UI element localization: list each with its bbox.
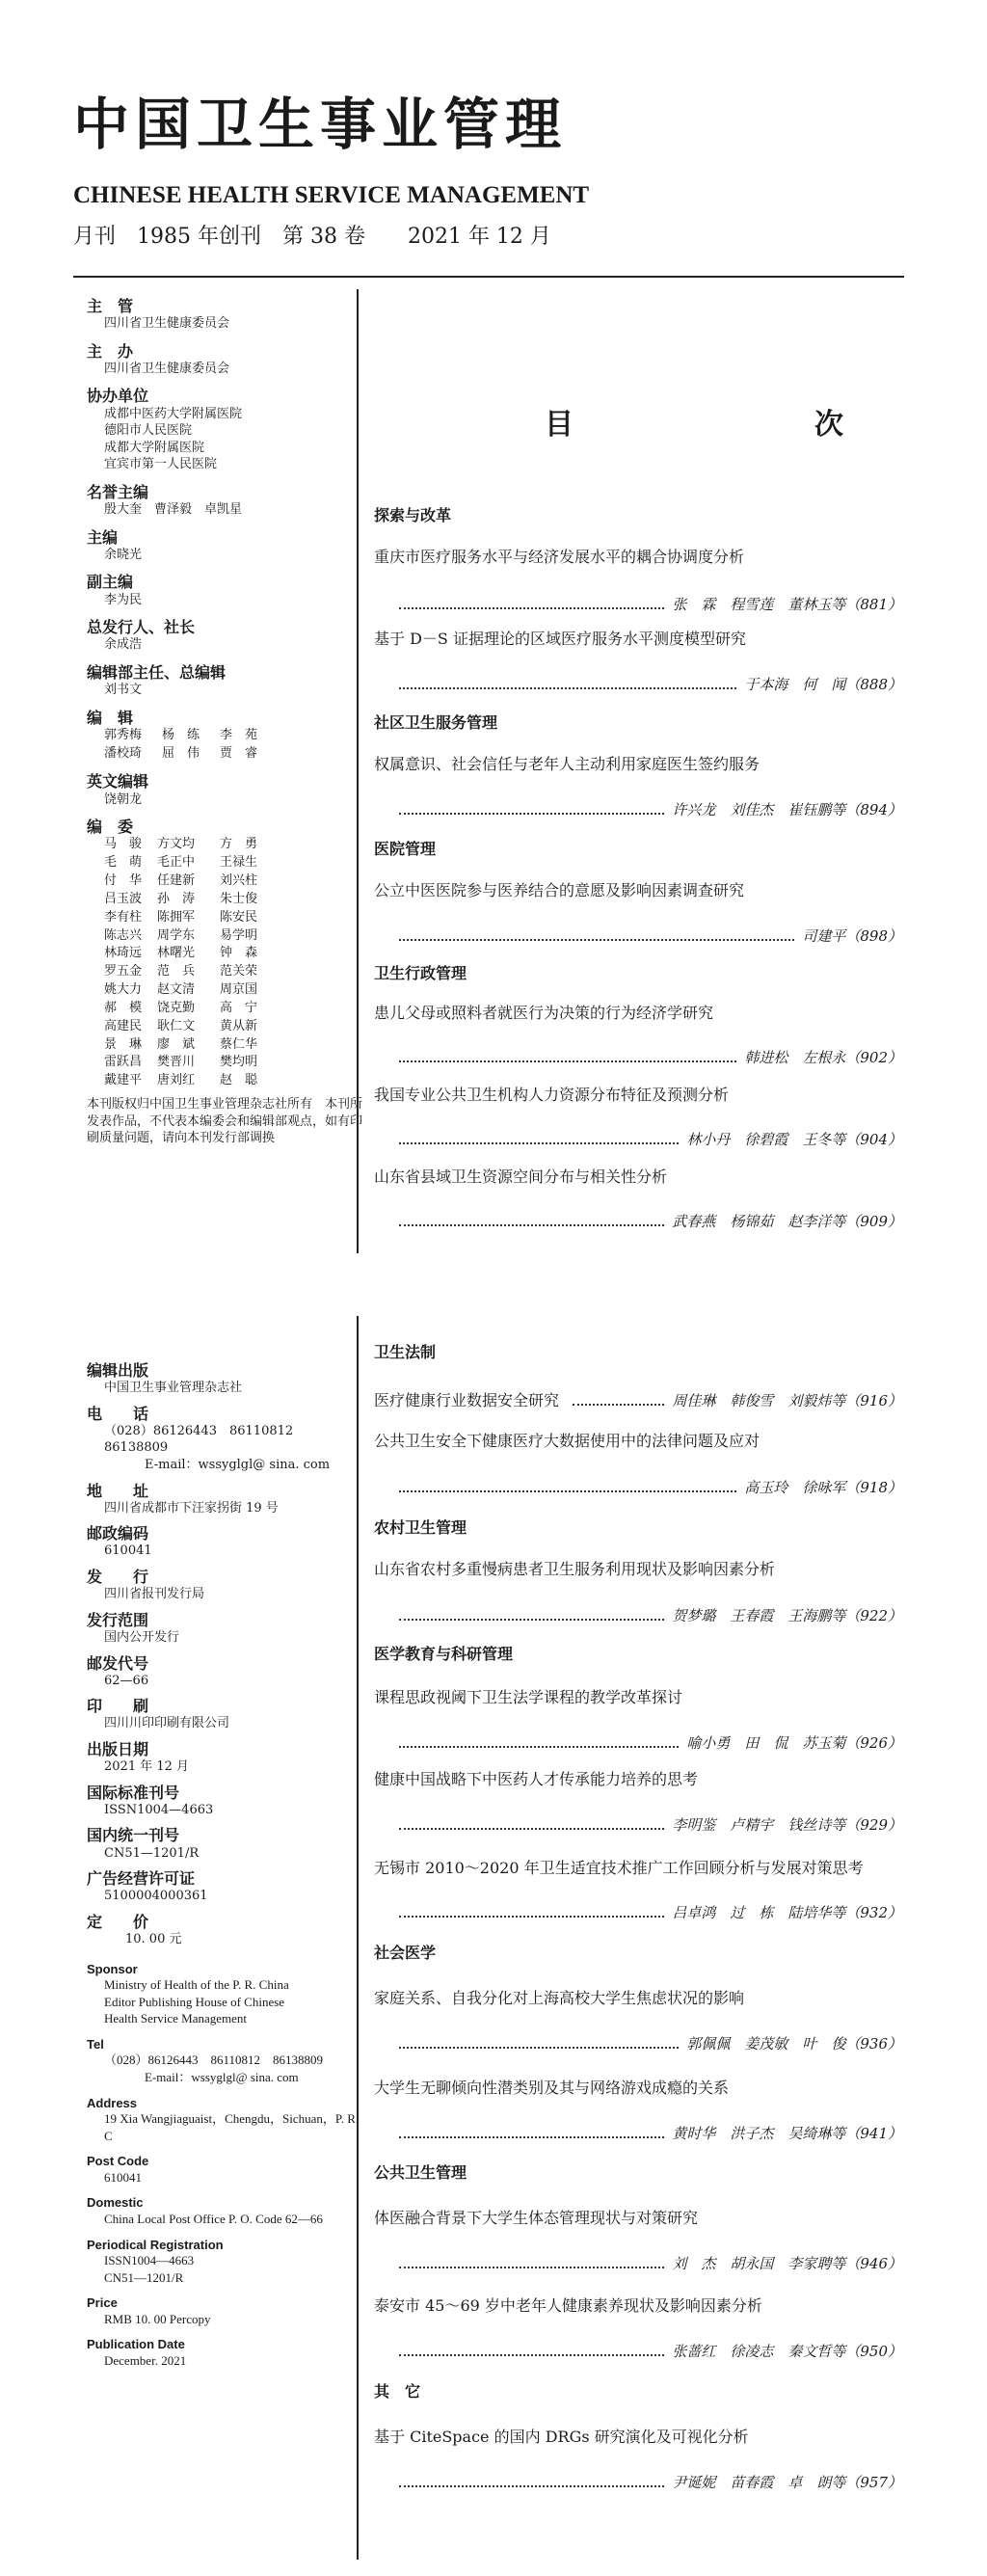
- committee-member: 赵 聪: [220, 1073, 258, 1088]
- pubdate-en-label: Publication Date: [87, 2337, 185, 2352]
- toc-article-authors-line[interactable]: [374, 1736, 902, 1752]
- periodical-cn: CN51—1201/R: [104, 2269, 184, 2285]
- leader-dots: [399, 2047, 679, 2049]
- toc-article-authors-line[interactable]: [374, 1133, 902, 1148]
- toc-article-title[interactable]: 权属意识、社会信任与老年人主动利用家庭医生签约服务: [374, 755, 760, 773]
- honorary-editors: 殷大奎 曹泽毅 卓凯星: [104, 502, 243, 518]
- toc-article-title[interactable]: 重庆市医疗服务水平与经济发展水平的耦合协调度分析: [374, 548, 745, 566]
- committee-member: 唐刘红: [157, 1073, 196, 1088]
- toc-article-title[interactable]: 公立中医医院参与医养结合的意愿及影响因素调查研究: [374, 881, 745, 899]
- toc-article-authors: 周佳琳 韩俊雪 刘毅炜等（916）: [672, 1392, 902, 1409]
- committee-member: 饶克勤: [157, 1000, 196, 1015]
- office-director-label: 编辑部主任、总编辑: [87, 662, 227, 682]
- masthead-bottom: [87, 1361, 366, 2370]
- price-value: 10. 00 元: [125, 1932, 182, 1947]
- co-unit: 德阳市人民医院: [104, 423, 193, 439]
- toc-article-authors-line[interactable]: [374, 929, 902, 945]
- sponsor-label: 主 办: [87, 341, 134, 361]
- toc-article-authors: 黄时华 洪子杰 吴绮琳等（941）: [672, 2125, 902, 2142]
- committee-member: 赵文清: [157, 982, 196, 998]
- toc-article-authors-line[interactable]: [374, 1215, 902, 1230]
- leader-dots: [399, 1490, 736, 1492]
- toc-article-title[interactable]: 山东省县域卫生资源空间分布与相关性分析: [374, 1167, 668, 1186]
- printer-value: 四川川印印刷有限公司: [104, 1716, 230, 1731]
- tel-label: 电 话: [87, 1404, 149, 1423]
- committee-member: 林曙光: [157, 946, 196, 961]
- toc-article-title[interactable]: 山东省农村多重慢病患者卫生服务利用现状及影响因素分析: [374, 1560, 776, 1578]
- leader-dots: [399, 1619, 664, 1621]
- toc-section-heading: 其 它: [374, 2382, 421, 2401]
- issue-line: 月刊 1985 年创刊 第 38 卷 2021 年 12 月: [73, 225, 551, 249]
- toc-article-authors-line[interactable]: [374, 678, 902, 693]
- price-en-value: RMB 10. 00 Percopy: [104, 2311, 211, 2326]
- committee-member: 高 宁: [220, 1000, 258, 1015]
- committee-member: 方文均: [157, 837, 196, 852]
- toc-article-title[interactable]: 健康中国战略下中医药人才传承能力培养的思考: [374, 1770, 699, 1788]
- editor-name: 潘校琦: [104, 745, 143, 761]
- cn-value: CN51—1201/R: [104, 1845, 200, 1861]
- committee-grid: [104, 836, 366, 1090]
- toc-section-heading: 卫生法制: [374, 1343, 437, 1361]
- committee-member: 樊晋川: [157, 1055, 196, 1070]
- editor-name: 李 苑: [220, 727, 258, 742]
- committee-member: 陈拥军: [157, 909, 196, 925]
- tel-value: （028）86126443 86110812 86138809: [104, 1423, 307, 1456]
- price-label: 定 价: [87, 1912, 149, 1931]
- leader-dots: [399, 1746, 679, 1748]
- chief-editor: 余晓光: [104, 547, 143, 562]
- co-unit: 成都中医药大学附属医院: [104, 406, 243, 421]
- toc-section-heading: 医院管理: [374, 840, 437, 858]
- leader-dots: [399, 2354, 664, 2356]
- distributor-label: 发 行: [87, 1568, 149, 1587]
- toc-article-title[interactable]: 基于 D－S 证据理论的区域医疗服务水平测度模型研究: [374, 630, 746, 648]
- toc-article-title[interactable]: 无锡市 2010～2020 年卫生适宜技术推广工作回顾分析与发展对策思考: [374, 1859, 864, 1877]
- sponsor-en-line: Health Service Management: [104, 2011, 247, 2026]
- domestic-value: China Local Post Office P. O. Code 62—66: [104, 2211, 323, 2226]
- toc-section-heading: 社区卫生服务管理: [374, 713, 498, 732]
- toc-section-heading: 卫生行政管理: [374, 964, 467, 982]
- committee-member: 吕玉波: [104, 891, 143, 906]
- leader-dots: [399, 1060, 736, 1062]
- toc-section-heading: 社会医学: [374, 1944, 437, 1962]
- ad-license-value: 5100004000361: [104, 1889, 208, 1904]
- publisher-label: 总发行人、社长: [87, 618, 196, 637]
- toc-article-title[interactable]: 大学生无聊倾向性潜类别及其与网络游戏成瘾的关系: [374, 2079, 730, 2097]
- postcode-en-value: 610041: [104, 2169, 142, 2185]
- toc-article-authors-line[interactable]: [374, 1818, 902, 1834]
- toc-article-authors: 于本海 何 闻（888）: [744, 676, 902, 693]
- committee-member: 郝 模: [104, 1000, 143, 1015]
- co-unit: 成都大学附属医院: [104, 440, 205, 455]
- leader-dots: [399, 2485, 664, 2487]
- toc-article-authors-line[interactable]: [374, 2476, 902, 2491]
- committee-member: 孙 涛: [157, 891, 196, 906]
- column-divider-top: [357, 289, 359, 1253]
- pubdate-en-value: December. 2021: [104, 2352, 187, 2368]
- honorary-editor-label: 名誉主编: [87, 482, 149, 501]
- toc-article-authors-line[interactable]: [374, 2037, 902, 2053]
- committee-member: 王禄生: [220, 855, 258, 871]
- toc-article-authors-line[interactable]: [374, 1481, 902, 1496]
- toc-article-authors-line[interactable]: [374, 598, 902, 613]
- leader-dots: [573, 1404, 664, 1406]
- committee-member: 马 骏: [104, 837, 143, 852]
- toc-article-title[interactable]: 泰安市 45～69 岁中老年人健康素养现状及影响因素分析: [374, 2296, 762, 2315]
- editor-name: 杨 练: [162, 727, 200, 742]
- sponsor-en-line: Editor Publishing House of Chinese: [104, 1994, 285, 2009]
- ad-license-label: 广告经营许可证: [87, 1869, 196, 1889]
- committee-member: 周学东: [157, 927, 196, 943]
- leader-dots: [399, 1224, 664, 1226]
- address-en-label: Address: [87, 2095, 138, 2110]
- committee-member: 陈安民: [220, 909, 258, 925]
- committee-member: 雷跃昌: [104, 1055, 143, 1070]
- committee-member: 廖 斌: [157, 1036, 196, 1052]
- toc-section-heading: 农村卫生管理: [374, 1518, 467, 1537]
- toc-article-authors-line[interactable]: [374, 1051, 902, 1066]
- sponsor-value: 四川省卫生健康委员会: [104, 361, 230, 376]
- postcode-en-label: Post Code: [87, 2154, 149, 2169]
- address-label: 地 址: [87, 1481, 149, 1500]
- committee-member: 戴建平: [104, 1073, 143, 1088]
- committee-member: 付 华: [104, 873, 143, 888]
- committee-member: 樊均明: [220, 1055, 258, 1070]
- toc-section-heading: 医学教育与科研管理: [374, 1645, 514, 1663]
- issn-label: 国际标准刊号: [87, 1783, 180, 1802]
- editor-name: 贾 睿: [220, 745, 258, 761]
- toc-article-inline[interactable]: [374, 1393, 902, 1409]
- committee-member: 方 勇: [220, 837, 258, 852]
- committee-member: 高建民: [104, 1018, 143, 1033]
- editors-label: 编 辑: [87, 708, 134, 727]
- committee-member: 朱士俊: [220, 891, 258, 906]
- committee-member: 耿仁文: [157, 1018, 196, 1033]
- cn-label: 国内统一刊号: [87, 1826, 180, 1845]
- zip-value: 610041: [104, 1543, 152, 1559]
- co-unit: 宜宾市第一人民医院: [104, 457, 218, 472]
- toc-article-title[interactable]: 基于 CiteSpace 的国内 DRGs 研究演化及可视化分析: [374, 2428, 749, 2446]
- leader-dots: [399, 1142, 679, 1144]
- issn-value: ISSN1004—4663: [104, 1802, 214, 1817]
- english-editor-label: 英文编辑: [87, 772, 149, 792]
- tel-en-label: Tel: [87, 2036, 104, 2052]
- email-value: E-mail：wssyglgl@ sina. com: [145, 1458, 331, 1473]
- toc-article-title: 医疗健康行业数据安全研究: [374, 1391, 560, 1409]
- toc-article-title[interactable]: 公共卫生安全下健康医疗大数据使用中的法律问题及应对: [374, 1432, 760, 1450]
- toc-article-authors-line[interactable]: [374, 2127, 902, 2142]
- toc-article-authors-line[interactable]: [374, 803, 902, 818]
- deputy-editor: 李为民: [104, 592, 143, 607]
- periodical-issn: ISSN1004—4663: [104, 2253, 195, 2268]
- committee-member: 任建新: [157, 873, 196, 888]
- toc-heading: 目 次: [545, 408, 949, 442]
- toc-article-authors: 尹诞妮 苗春霞 卓 朗等（957）: [672, 2474, 902, 2491]
- toc-article-authors-line[interactable]: [374, 2257, 902, 2272]
- edit-pub-value: 中国卫生事业管理杂志社: [104, 1381, 243, 1396]
- copyright-note: 本刊版权归中国卫生事业管理杂志社所有 本刊所发表作品，不代表本编委会和编辑部观点，如有印刷质量问题，请向本刊发行部调换: [87, 1097, 363, 1146]
- toc-article-authors: 喻小勇 田 侃 苏玉菊（926）: [686, 1734, 902, 1752]
- committee-member: 罗五金: [104, 964, 143, 979]
- leader-dots: [399, 939, 794, 941]
- toc-article-authors: 高玉玲 徐咏军（918）: [744, 1479, 902, 1496]
- toc-article-authors: 司建平（898）: [802, 927, 902, 945]
- edit-pub-label: 编辑出版: [87, 1361, 149, 1380]
- toc-article-title[interactable]: 家庭关系、自我分化对上海高校大学生焦虑状况的影响: [374, 1989, 745, 2007]
- postcode-value: 62—66: [104, 1673, 149, 1688]
- toc-article-title[interactable]: 体医融合背景下大学生体态管理现状与对策研究: [374, 2209, 699, 2227]
- pub-date-label: 出版日期: [87, 1739, 149, 1758]
- email-en-value: E-mail：wssyglgl@ sina. com: [145, 2070, 299, 2085]
- deputy-editor-label: 副主编: [87, 573, 134, 592]
- postcode-label: 邮发代号: [87, 1653, 149, 1673]
- leader-dots: [399, 2267, 664, 2268]
- toc-article-title[interactable]: 我国专业公共卫生机构人力资源分布特征及预测分析: [374, 1086, 730, 1104]
- domestic-label: Domestic: [87, 2195, 144, 2211]
- chief-editor-label: 主编: [87, 527, 119, 547]
- range-label: 发行范围: [87, 1610, 149, 1629]
- toc-article-authors: 武春燕 杨锦茹 赵李洋等（909）: [672, 1213, 902, 1230]
- toc-article-authors: 李明鉴 卢精宇 钱丝诗等（929）: [672, 1816, 902, 1834]
- committee-member: 周京国: [220, 982, 258, 998]
- committee-member: 钟 森: [220, 946, 258, 961]
- committee-member: 姚大力: [104, 982, 143, 998]
- toc-article-authors: 许兴龙 刘佳杰 崔钰鹏等（894）: [672, 801, 902, 818]
- range-value: 国内公开发行: [104, 1629, 180, 1645]
- address-value: 四川省成都市下汪家拐街 19 号: [104, 1500, 279, 1516]
- co-units-label: 协办单位: [87, 387, 149, 406]
- periodical-label: Periodical Registration: [87, 2237, 224, 2252]
- supervisor-label: 主 管: [87, 297, 134, 315]
- toc-article-authors: 贺梦璐 王春霞 王海鹏等（922）: [672, 1607, 902, 1624]
- committee-member: 毛 萌: [104, 855, 143, 871]
- distributor-value: 四川省报刊发行局: [104, 1587, 205, 1602]
- committee-label: 编 委: [87, 818, 134, 837]
- toc-article-authors-line[interactable]: [374, 1609, 902, 1624]
- address-en-value: 19 Xia Wangjiaguaist，Chengdu，Sichuan，P. R. C: [104, 2111, 360, 2143]
- sponsor-en-line: Ministry of Health of the P. R. China: [104, 1977, 289, 1993]
- printer-label: 印 刷: [87, 1697, 149, 1716]
- toc-article-authors: 郭佩佩 姜茂敏 叶 俊（936）: [686, 2035, 902, 2053]
- committee-member: 范 兵: [157, 964, 196, 979]
- tel-en-value: （028）86126443 86110812 86138809: [104, 2053, 324, 2068]
- toc-section-heading: 公共卫生管理: [374, 2163, 467, 2182]
- committee-member: 毛正中: [157, 855, 196, 871]
- toc-article-authors: 吕卓鸿 过 栋 陆培华等（932）: [672, 1904, 902, 1921]
- editor-name: 郭秀梅: [104, 727, 143, 742]
- price-en-label: Price: [87, 2295, 118, 2311]
- editor-name: 屈 伟: [162, 745, 200, 761]
- committee-member: 蔡仁华: [220, 1036, 258, 1052]
- supervisor-value: 四川省卫生健康委员会: [104, 316, 230, 332]
- leader-dots: [399, 813, 664, 815]
- leader-dots: [399, 687, 736, 689]
- header-divider: [73, 276, 904, 278]
- toc-article-title[interactable]: 课程思政视阈下卫生法学课程的教学改革探讨: [374, 1688, 683, 1706]
- committee-member: 黄从新: [220, 1018, 258, 1033]
- leader-dots: [399, 2136, 664, 2138]
- toc-article-authors: 张 霖 程雪莲 董林玉等（881）: [672, 596, 902, 613]
- editors-grid: [104, 727, 366, 764]
- leader-dots: [399, 1828, 664, 1830]
- committee-member: 陈志兴: [104, 927, 143, 943]
- toc-article-authors: 张蔷红 徐凌志 秦文哲等（950）: [672, 2343, 902, 2360]
- publisher: 余成浩: [104, 637, 143, 653]
- journal-title-english: CHINESE HEALTH SERVICE MANAGEMENT: [73, 182, 590, 208]
- leader-dots: [399, 607, 664, 609]
- office-director: 刘书文: [104, 682, 143, 697]
- committee-member: 易学明: [220, 927, 258, 943]
- english-editor: 饶朝龙: [104, 792, 143, 807]
- committee-member: 刘兴柱: [220, 873, 258, 888]
- masthead-top: [87, 297, 366, 1147]
- toc-article-authors: 韩进松 左根永（902）: [744, 1049, 902, 1066]
- journal-title: 中国卫生事业管理: [73, 92, 568, 157]
- toc-article-authors: 林小丹 徐碧霞 王冬等（904）: [686, 1131, 902, 1148]
- committee-member: 景 琳: [104, 1036, 143, 1052]
- zip-label: 邮政编码: [87, 1524, 149, 1543]
- committee-member: 范关荣: [220, 964, 258, 979]
- pub-date-value: 2021 年 12 月: [104, 1759, 190, 1775]
- toc-article-authors: 刘 杰 胡永国 李家聘等（946）: [672, 2255, 902, 2272]
- sponsor-en-label: Sponsor: [87, 1961, 138, 1976]
- toc-section-heading: 探索与改革: [374, 506, 452, 524]
- leader-dots: [399, 1916, 664, 1918]
- toc-article-authors-line[interactable]: [374, 1906, 902, 1921]
- committee-member: 李有柱: [104, 909, 143, 925]
- toc-article-title[interactable]: 患儿父母或照料者就医行为决策的行为经济学研究: [374, 1004, 714, 1022]
- toc-article-authors-line[interactable]: [374, 2345, 902, 2360]
- committee-member: 林琦远: [104, 946, 143, 961]
